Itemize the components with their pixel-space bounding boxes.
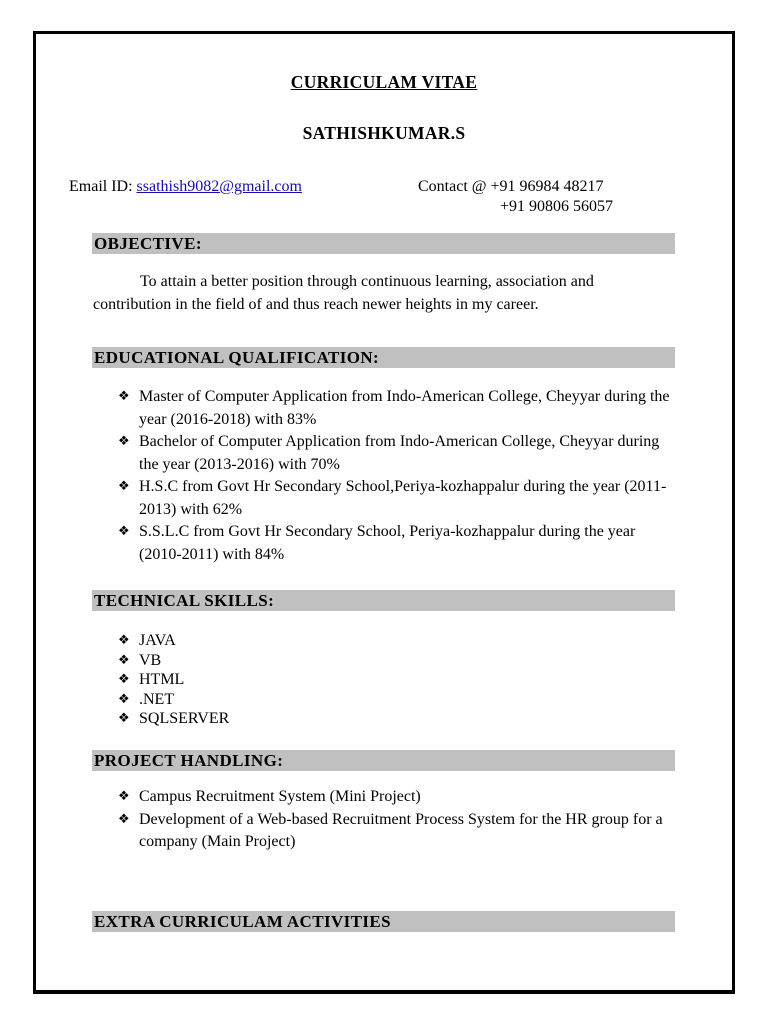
contact-label: Contact @ <box>418 178 491 195</box>
skill-text: SQLSERVER <box>139 710 230 728</box>
education-section-bar <box>92 347 675 368</box>
skill-text: .NET <box>139 690 175 708</box>
diamond-bullet-icon: ❖ <box>118 652 130 668</box>
list-item <box>118 690 229 710</box>
phone-number-1: +91 96984 48217 <box>490 178 604 195</box>
skill-text: JAVA <box>139 632 176 649</box>
objective-line-2: contribution in the field of and thus reach newer heights in my career. <box>93 296 539 313</box>
diamond-bullet-icon: ❖ <box>118 479 130 494</box>
objective-line-1: To attain a better position through continuous learning, association and <box>140 273 594 290</box>
objective-section-bar <box>92 233 675 254</box>
email-label: Email ID: <box>69 178 137 195</box>
education-item-text: S.S.L.C from Govt Hr Secondary School, Periya-kozhappalur during the year (2010-2011) with 84% <box>139 523 636 563</box>
projects-list <box>118 786 663 854</box>
email-link[interactable]: ssathish9082@gmail.com <box>136 178 302 195</box>
list-item <box>118 709 229 729</box>
phone-number-2: +91 90806 56057 <box>500 198 614 215</box>
objective-heading: OBJECTIVE: <box>94 234 202 253</box>
education-list <box>118 386 674 566</box>
list-item <box>118 651 229 671</box>
education-item-text: Master of Computer Application from Indo-American College, Cheyyar during the year (2016-2018) with 83% <box>139 388 670 428</box>
project-text: Campus Recruitment System (Mini Project) <box>139 788 421 805</box>
extra-section-bar <box>92 911 675 932</box>
list-item <box>118 786 663 809</box>
education-item-text: H.S.C from Govt Hr Secondary School,Periya-kozhappalur during the year (2011-2013) with 62% <box>139 478 667 518</box>
contact-row <box>418 178 604 196</box>
list-item <box>118 809 663 854</box>
diamond-bullet-icon: ❖ <box>118 524 130 539</box>
skills-list <box>118 631 229 729</box>
list-item <box>118 476 674 521</box>
diamond-bullet-icon: ❖ <box>118 434 130 449</box>
diamond-bullet-icon: ❖ <box>118 389 130 404</box>
projects-heading: PROJECT HANDLING: <box>94 751 284 770</box>
list-item <box>118 431 674 476</box>
education-heading: EDUCATIONAL QUALIFICATION: <box>94 348 380 367</box>
extra-heading: EXTRA CURRICULAM ACTIVITIES <box>94 912 392 931</box>
skill-text: HTML <box>139 671 185 689</box>
list-item <box>118 670 229 690</box>
skills-heading: TECHNICAL SKILLS: <box>94 591 275 610</box>
projects-section-bar <box>92 750 675 771</box>
skills-section-bar <box>92 590 675 611</box>
diamond-bullet-icon: ❖ <box>118 672 130 688</box>
education-item-text: Bachelor of Computer Application from Indo-American College, Cheyyar during the year (2013-2016) with 70% <box>139 433 660 473</box>
list-item <box>118 631 229 651</box>
skill-text: VB <box>139 651 162 669</box>
document-title: CURRICULAM VITAE <box>290 72 478 92</box>
candidate-name: SATHISHKUMAR.S <box>302 123 466 143</box>
diamond-bullet-icon: ❖ <box>118 789 130 804</box>
email-row <box>69 178 302 196</box>
objective-text <box>93 270 678 316</box>
list-item <box>118 386 674 431</box>
project-text: Development of a Web-based Recruitment Process System for the HR group for a company (Main Project) <box>139 810 663 850</box>
diamond-bullet-icon: ❖ <box>118 811 130 827</box>
diamond-bullet-icon: ❖ <box>118 711 130 727</box>
list-item <box>118 521 674 566</box>
diamond-bullet-icon: ❖ <box>118 633 130 648</box>
diamond-bullet-icon: ❖ <box>118 691 130 707</box>
